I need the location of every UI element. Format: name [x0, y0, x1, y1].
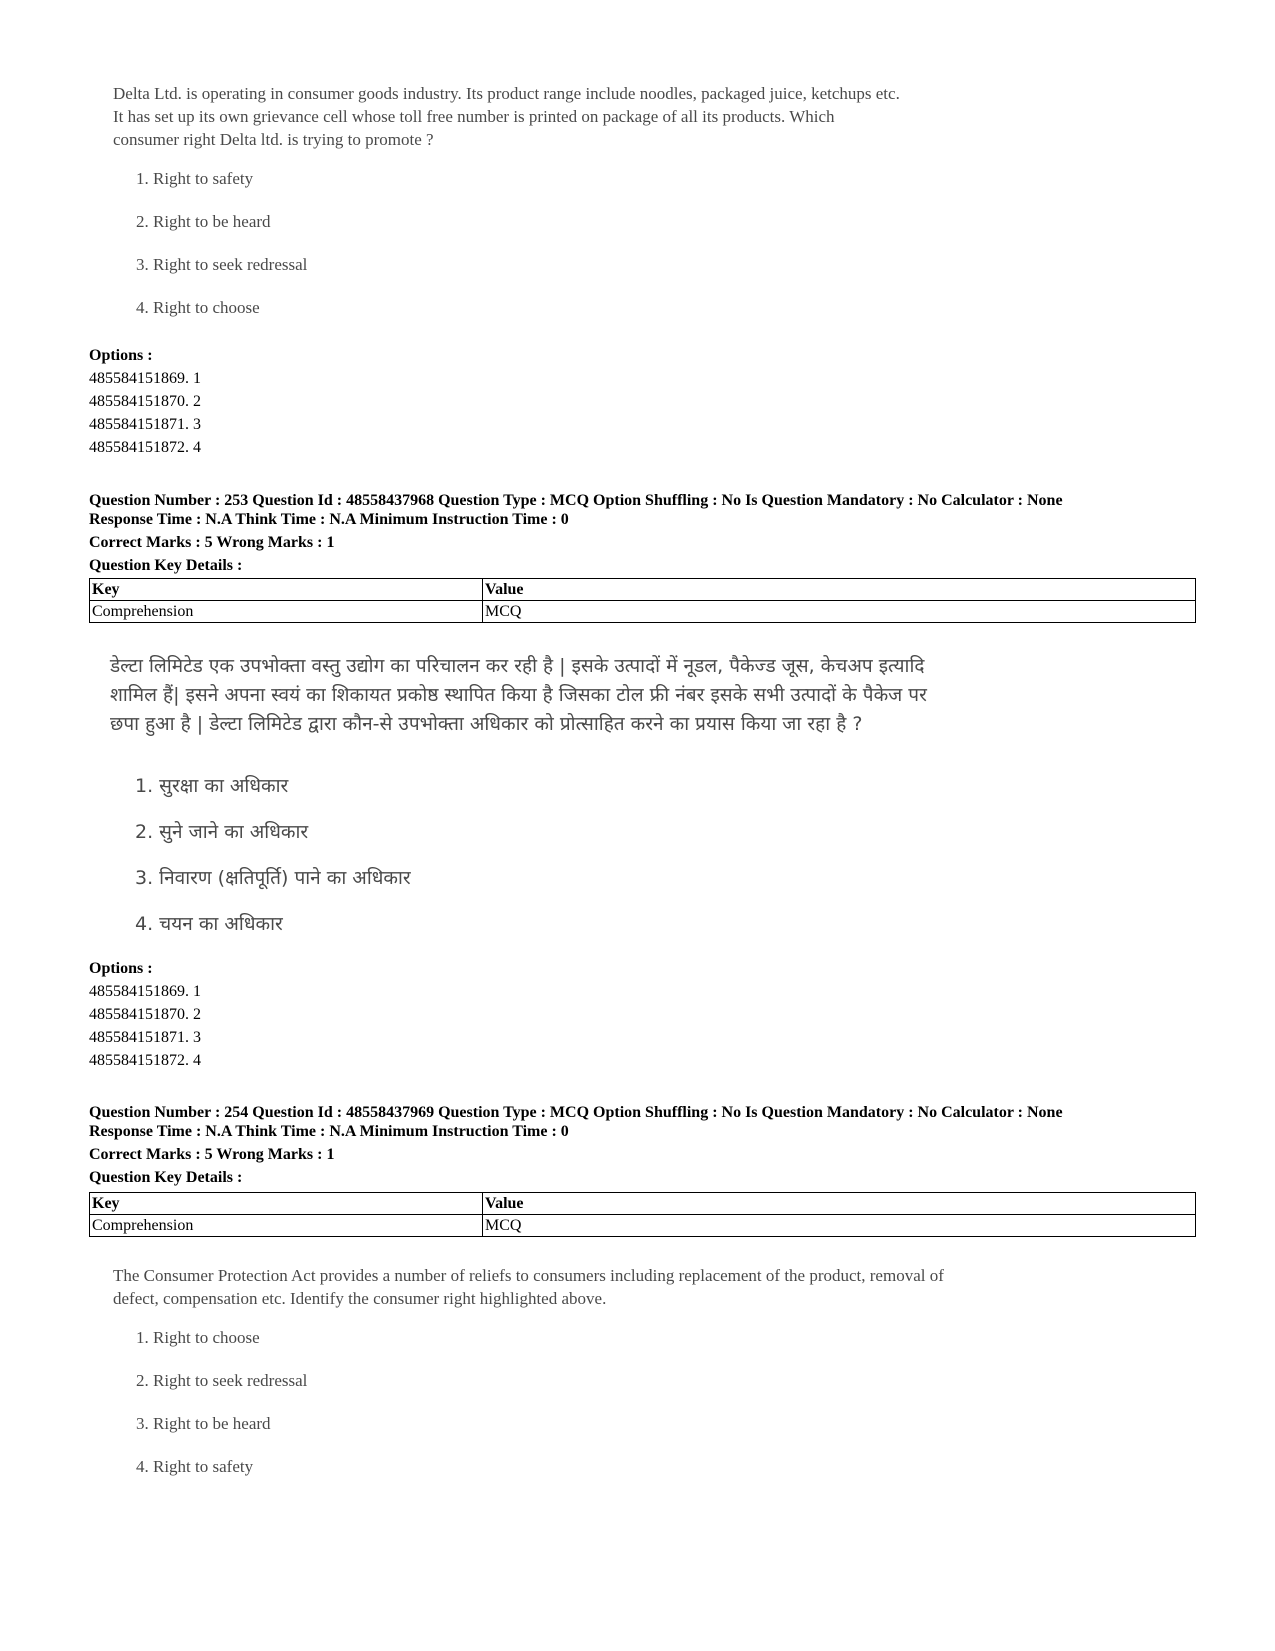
question-image-english	[113, 1264, 973, 1484]
choice-2: 2. सुने जाने का अधिकार	[135, 821, 309, 843]
question-image-hindi	[110, 652, 960, 942]
choice-4: 4. चयन का अधिकार	[135, 913, 283, 935]
choice-1: 1. सुरक्षा का अधिकार	[135, 775, 289, 797]
option-line: 485584151872. 4	[89, 1052, 201, 1069]
option-line: 485584151870. 2	[89, 393, 201, 410]
option-line: 485584151869. 1	[89, 370, 201, 387]
question-key-details-label: Question Key Details :	[89, 1169, 243, 1186]
option-line: 485584151872. 4	[89, 439, 201, 456]
option-line: 485584151871. 3	[89, 416, 201, 433]
table-header-value: Value	[483, 579, 1196, 601]
question-key-table	[89, 578, 1196, 623]
table-row	[90, 1215, 1196, 1237]
question-key-table	[89, 1192, 1196, 1237]
table-cell-value: MCQ	[483, 601, 1196, 623]
question-timing: Response Time : N.A Think Time : N.A Minimum Instruction Time : 0	[89, 511, 569, 528]
question-stem: डेल्टा लिमिटेड एक उपभोक्ता वस्तु उद्योग का परिचालन कर रही है | इसके उत्पादों में नूडल, पैकेज्ड जूस, केचअप इत्यादि शामिल हैं| इसने अपना स्वयं का शिकायत प्रकोष्ठ स्थापित किया है जिसका टोल फ्री नंबर इसके सभी उत्पादों के पैकेज पर छपा हुआ है | डेल्टा लिमिटेड द्वारा कौन-से उपभोक्ता अधिकार को प्रोत्साहित करने का प्रयास किया जा रहा है ?	[110, 655, 927, 735]
options-label: Options :	[89, 347, 153, 364]
table-header-value: Value	[483, 1193, 1196, 1215]
question-timing: Response Time : N.A Think Time : N.A Minimum Instruction Time : 0	[89, 1123, 569, 1140]
option-line: 485584151871. 3	[89, 1029, 201, 1046]
table-row	[90, 601, 1196, 623]
table-header-key: Key	[90, 1193, 483, 1215]
table-cell-key: Comprehension	[90, 1215, 483, 1237]
question-marks: Correct Marks : 5 Wrong Marks : 1	[89, 534, 335, 551]
table-header-row	[90, 1193, 1196, 1215]
question-stem: Delta Ltd. is operating in consumer goods industry. Its product range include noodles, packaged juice, ketchups etc. It has set up its own grievance cell whose toll free number is printed on package of all its products. Which consumer right Delta ltd. is trying to promote ?	[113, 84, 900, 149]
choice-4: 4. Right to safety	[136, 1457, 254, 1476]
choice-1: 1. Right to safety	[136, 169, 254, 188]
choice-4: 4. Right to choose	[136, 298, 260, 317]
question-image-english	[113, 82, 933, 322]
choice-3: 3. Right to seek redressal	[136, 255, 308, 274]
question-marks: Correct Marks : 5 Wrong Marks : 1	[89, 1146, 335, 1163]
question-stem: The Consumer Protection Act provides a number of reliefs to consumers including replacement of the product, removal of defect, compensation etc. Identify the consumer right highlighted above.	[113, 1266, 944, 1308]
options-label: Options :	[89, 960, 153, 977]
choice-1: 1. Right to choose	[136, 1328, 260, 1347]
table-header-row	[90, 579, 1196, 601]
choice-2: 2. Right to be heard	[136, 212, 271, 231]
question-key-details-label: Question Key Details :	[89, 557, 243, 574]
option-line: 485584151870. 2	[89, 1006, 201, 1023]
question-header: Question Number : 254 Question Id : 48558437969 Question Type : MCQ Option Shuffling : No Is Question Mandatory : No Calculator : None	[89, 1104, 1063, 1121]
table-cell-value: MCQ	[483, 1215, 1196, 1237]
choice-3: 3. Right to be heard	[136, 1414, 271, 1433]
choice-2: 2. Right to seek redressal	[136, 1371, 308, 1390]
table-header-key: Key	[90, 579, 483, 601]
option-line: 485584151869. 1	[89, 983, 201, 1000]
table-cell-key: Comprehension	[90, 601, 483, 623]
choice-3: 3. निवारण (क्षतिपूर्ति) पाने का अधिकार	[135, 867, 411, 889]
question-header: Question Number : 253 Question Id : 48558437968 Question Type : MCQ Option Shuffling : No Is Question Mandatory : No Calculator : None	[89, 492, 1063, 509]
